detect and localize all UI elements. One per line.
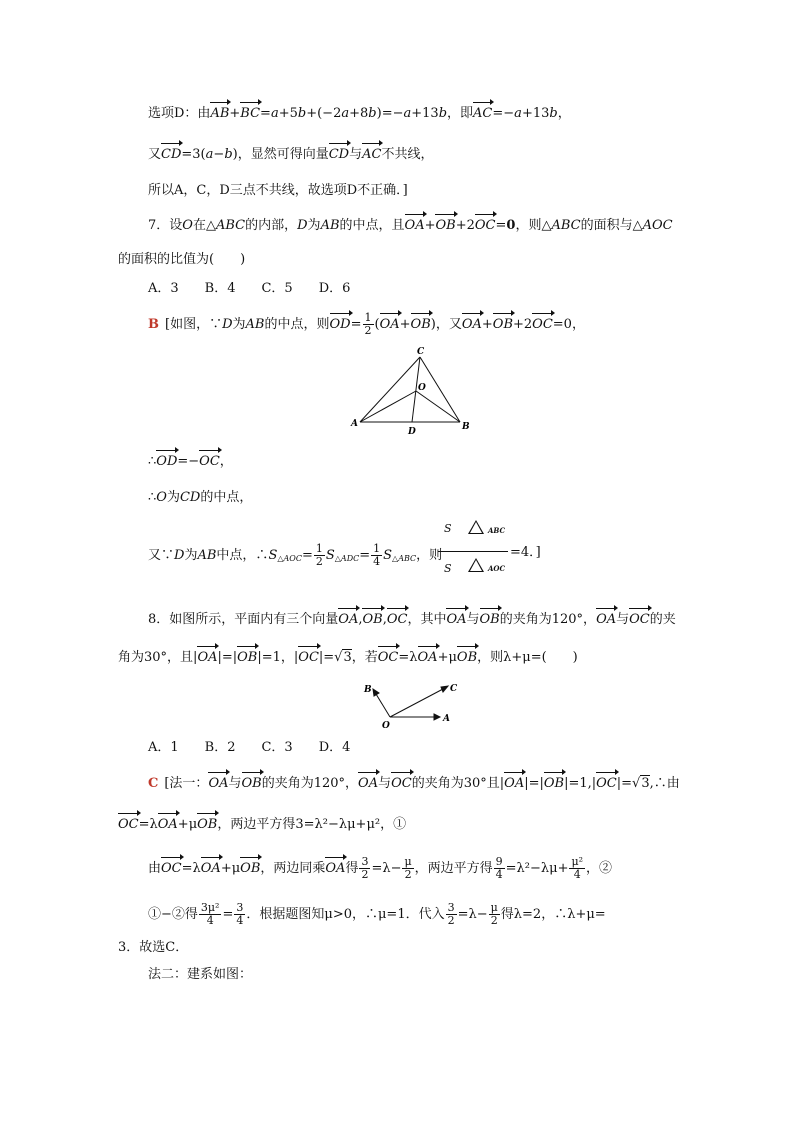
answer-7-letter: B [148,317,159,332]
arrow-b [373,689,379,696]
solution-7-step-1: ∴OD=−OC， [148,452,233,472]
question-8-stem: 8．如图所示，平面内有三个向量OA,OB,OC，其中OA与OB的夹角为120°，OA与OC的夹 [148,610,676,630]
question-7-stem-cont: 的面积的比值为( ) [118,252,246,267]
label-o: O [382,721,390,731]
label-a: A [443,714,450,724]
segment-ao [360,391,416,422]
label-d: D [408,427,416,437]
vector-oc [390,689,443,717]
solution-7-step-3: 又∵D为AB中点，$\therefore S_{\triangle AOC}=$ $\frac{1}{2}$ $S_{\triangle ADC}=$ $\frac{1}{4}$ $S_{\triangle ABC}$，则 [148,542,443,568]
answer-8-letter: C [148,776,159,791]
question-7-stem: 7．设O在△ABC的内部，D为AB的中点，且OA+OB+2OC=0，则△ABC的面积与△AOC [148,216,673,236]
label-c: C [450,684,458,694]
answer-8-line-2: OC=λOA+μOB，两边平方得3=λ²−λμ+μ²，① [118,815,406,835]
text-line: 又CD=3(a−b)，显然可得向量CD与AC不共线， [148,145,433,165]
answer-8-line-1: C [法一：OA与OB的夹角为120°，OA与OC的夹角为30°且|OA|=|OB|=1,|OC|=√3,∴由 [148,774,680,794]
text-line: 选项D：由AB+BC=a+5b+(−2a+8b)=−a+13b，即AC=−a+13b， [148,104,571,124]
vector-figure [360,676,465,731]
question-7-options: A．3 B．4 C．5 D．6 [148,281,351,296]
answer-8-line-5: 3．故选C． [118,940,189,955]
answer-8-line-4: ①−②得 $\frac{\text{3μ²}}{4}$ = $\frac{3}{4}$ ．根据题图知μ>0，∴μ=1．代入 $\frac{3}{2}$ =λ− $\frac{\mu}{2}$ 得λ=2，∴λ+μ= [148,901,606,927]
segment-bo [416,391,460,422]
arrow-a [434,714,440,720]
question-8-options: A．1 B．2 C．3 D．4 [148,740,351,755]
label-o: O [418,383,426,393]
answer-7-line: B [如图，∵D为AB的中点，则OD= $\frac{1}{2}$ (OA+OB)，又OA+OB+2OC=0， [148,311,585,337]
text-line: 所以A，C，D三点不共线，故选项D不正确．] [148,183,408,198]
label-b: B [364,685,372,695]
label-c: C [417,347,425,357]
answer-8-line-3: 由OC=λOA+μOB，两边同乘OA得 $\frac{3}{2}$ =λ− $\frac{\mu}{2}$ ，两边平方得 $\frac{9}{4}$ =λ²−λμ+ $\frac{\text{μ²}}{4}$ ，② [148,855,613,881]
label-b: B [462,422,470,432]
answer-8-line-6: 法二：建系如图： [148,967,253,982]
vector-ob [376,694,390,717]
label-a: A [351,419,358,429]
area-ratio-result: =4．] [510,545,541,560]
triangle-figure [350,345,475,437]
area-ratio-fraction: S ABC S AOC [438,520,508,582]
side-ac [360,357,420,422]
arrow-c [441,686,448,692]
side-bc [420,357,460,422]
solution-7-step-2: ∴O为CD的中点， [148,490,253,505]
question-8-stem-cont: 角为30°，且|OA|=|OB|=1，|OC|=√3，若OC=λOA+μOB，则λ+μ=( ) [118,648,578,668]
